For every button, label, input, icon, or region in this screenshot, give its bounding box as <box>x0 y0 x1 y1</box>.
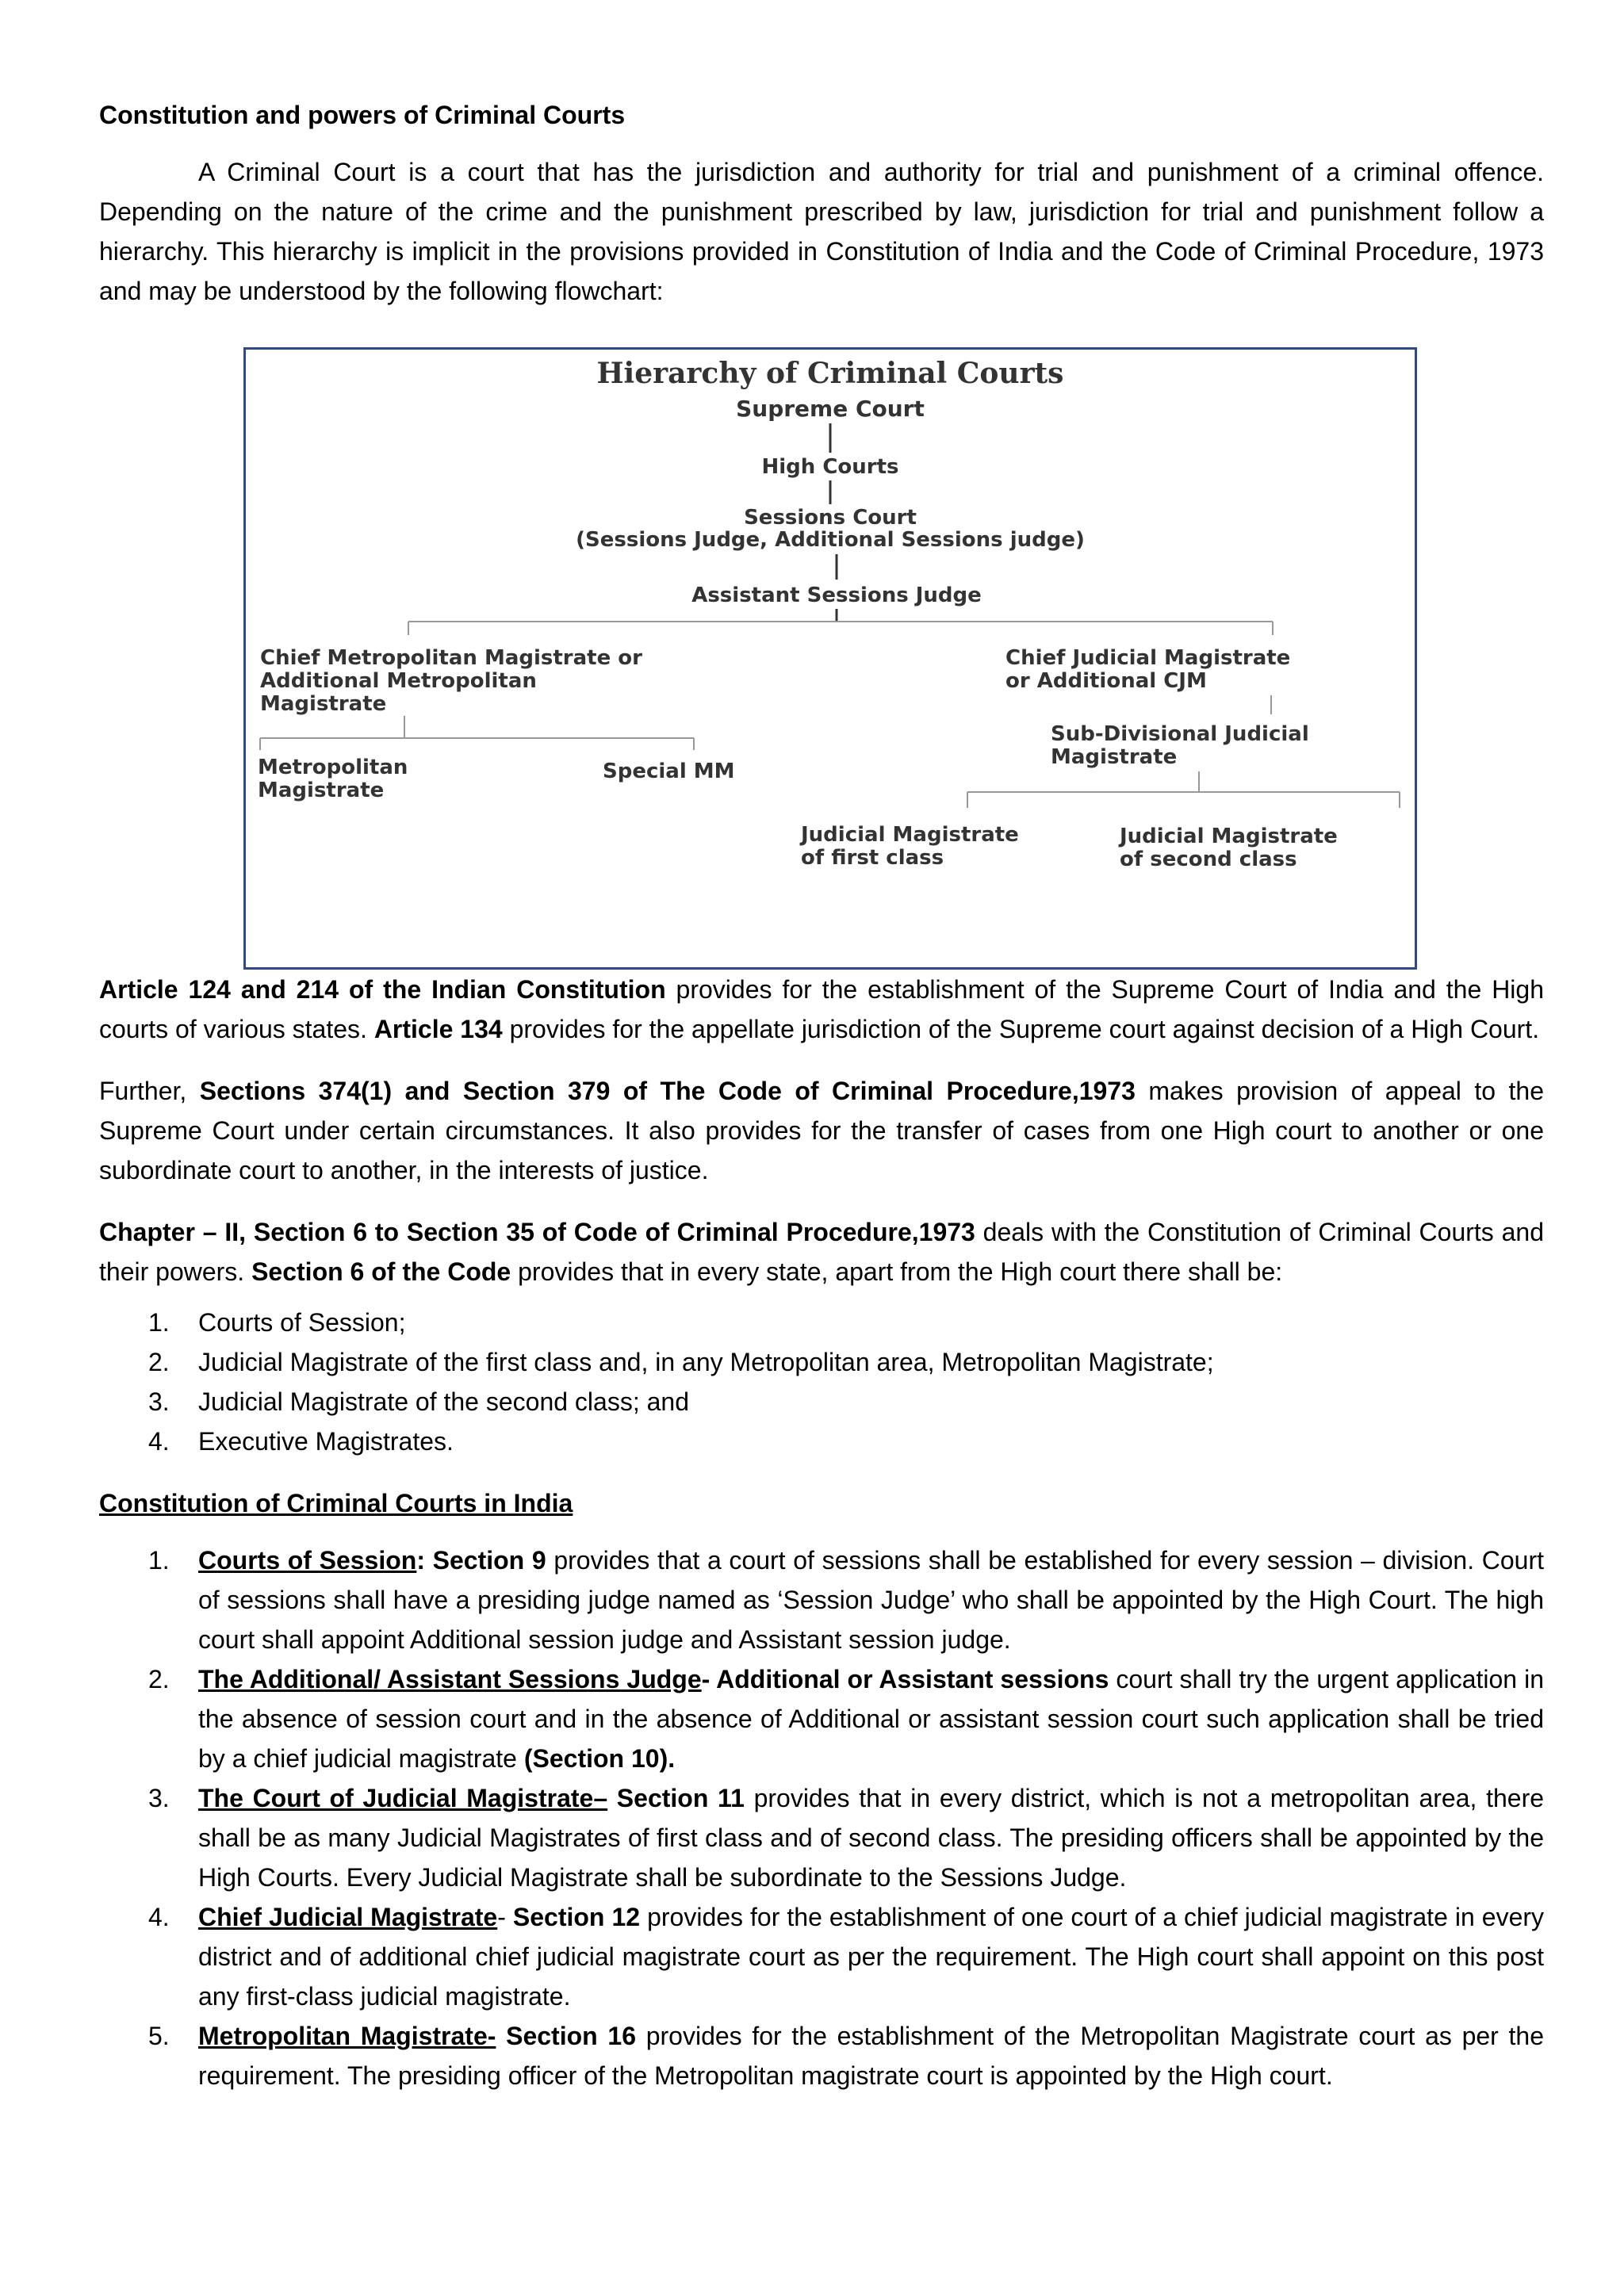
node-sessions-sub: (Sessions Judge, Additional Sessions judge) <box>576 528 1085 552</box>
body-text: Further, <box>99 1077 200 1105</box>
paragraph-sections <box>99 1071 1544 1190</box>
list-text: Judicial Magistrate of the first class and, in any Metropolitan area, Metropolitan Magistrate; <box>198 1348 1214 1376</box>
node-jm1-1: Judicial Magistrate <box>801 823 1019 847</box>
body-text: provides that in every state, apart from the High court there shall be: <box>511 1257 1283 1286</box>
bold-text: Section 11 <box>607 1784 745 1812</box>
list-number: 5. <box>148 2022 170 2050</box>
list-text: provides that a court of sessions shall be established for every session – division. Court of sessions shall have a presiding judge named as ‘Session Judge’ who shall be appointed by the High Court. The high court shall appoint Additional session judge and Assistant session judge. <box>198 1546 1545 1654</box>
node-sdjm-1: Sub-Divisional Judicial <box>1051 722 1309 746</box>
bold-text: Section 16 <box>496 2022 636 2050</box>
node-mm-1: Metropolitan <box>258 756 408 779</box>
node-cmm-2: Additional Metropolitan <box>260 669 537 693</box>
node-sessions-court: Sessions Court <box>744 506 917 530</box>
list-number: 2. <box>148 1348 170 1376</box>
list-text: provides for the establishment of the Metropolitan Magistrate court as per the requirement. The presiding officer of the Metropolitan magistrate court is appointed by the High court. <box>198 2022 1545 2090</box>
node-special-mm: Special MM <box>603 760 735 783</box>
list-item <box>99 1540 1544 1659</box>
list-text: provides for the establishment of one court of a chief judicial magistrate in every district and of additional chief judicial magistrate court as per the requirement. The High court shall appoint on this post any first-class judicial magistrate. <box>198 1903 1545 2011</box>
flowchart-title: Hierarchy of Criminal Courts <box>596 357 1064 390</box>
node-sdjm-2: Magistrate <box>1051 745 1178 769</box>
list-item <box>99 2016 1544 2095</box>
list-item <box>99 1778 1544 1897</box>
bold-text: : Section 9 <box>416 1546 546 1575</box>
list-number: 3. <box>148 1784 170 1812</box>
list-text: Judicial Magistrate of the second class; and <box>198 1387 689 1416</box>
bold-text: Chapter – II, Section 6 to Section 35 of Code of Criminal Procedure,1973 <box>99 1218 975 1246</box>
node-cmm-1: Chief Metropolitan Magistrate or <box>260 646 642 670</box>
node-high-courts: High Courts <box>761 455 899 479</box>
node-asj: Assistant Sessions Judge <box>691 584 982 607</box>
underlined-term: Metropolitan Magistrate- <box>198 2022 496 2050</box>
document-page <box>99 95 1544 2118</box>
body-text: makes provision of appeal to the Supreme Court under certain circumstances. It also provides for the transfer of cases from one High court to another or one subordinate court to another, in the interests of justice. <box>99 1077 1545 1184</box>
list-item <box>99 1303 1544 1342</box>
constitution-list <box>99 1540 1544 2095</box>
list-text: court shall try the urgent application in the absence of session court and in the absence of Additional or assistant session court such application shall be tried by a chief judicial magistrate <box>198 1665 1545 1773</box>
underlined-term: The Court of Judicial Magistrate– <box>198 1784 608 1812</box>
body-text: provides for the appellate jurisdiction of the Supreme court against decision of a High Court. <box>502 1015 1540 1043</box>
node-supreme-court: Supreme Court <box>736 396 925 422</box>
body-text: - <box>497 1903 513 1931</box>
underlined-term: Chief Judicial Magistrate <box>198 1903 498 1931</box>
node-jm2-2: of second class <box>1120 848 1297 871</box>
list-number: 2. <box>148 1665 170 1693</box>
body-text: provides for the establishment of the Supreme Court of India and the High courts of various states. <box>99 975 1545 1043</box>
paragraph-chapter <box>99 1212 1544 1292</box>
bold-text: Section 6 of the Code <box>251 1257 511 1286</box>
doc-title: Constitution and powers of Criminal Courts <box>99 101 626 129</box>
node-cjm-1: Chief Judicial Magistrate <box>1005 646 1291 670</box>
list-number: 3. <box>148 1387 170 1416</box>
list-item <box>99 1659 1544 1778</box>
underlined-term: Courts of Session <box>198 1546 417 1575</box>
node-cjm-2: or Additional CJM <box>1005 669 1207 693</box>
list-number: 4. <box>148 1903 170 1931</box>
bold-text: (Section 10). <box>523 1744 676 1773</box>
paragraph-articles <box>99 970 1544 1049</box>
node-jm1-2: of first class <box>801 846 944 870</box>
underlined-term: The Additional/ Assistant Sessions Judge <box>198 1665 702 1693</box>
list-text: Executive Magistrates. <box>198 1427 454 1456</box>
list-number: 1. <box>148 1546 170 1575</box>
intro-paragraph: A Criminal Court is a court that has the jurisdiction and authority for trial and punishment of a criminal offence. Depending on the nature of the crime and the punishment prescribed by law, jurisdiction for trial and punishment follow a hierarchy. This hierarchy is implicit in the provisions provided in Constitution of India and the Code of Criminal Procedure, 1973 and may be understood by the following flowchart: <box>99 158 1544 305</box>
bold-text: Article 134 <box>373 1015 503 1043</box>
section-heading: Constitution of Criminal Courts in India <box>99 1489 573 1517</box>
body-text: deals with the Constitution of Criminal Courts and their powers. <box>99 1218 1545 1286</box>
flowchart-svg <box>246 350 1415 967</box>
courts-list <box>99 1303 1544 1461</box>
hierarchy-flowchart <box>243 347 1417 970</box>
node-cmm-3: Magistrate <box>260 692 387 716</box>
node-jm2-1: Judicial Magistrate <box>1120 825 1338 848</box>
list-item <box>99 1422 1544 1461</box>
bold-text: Article 124 and 214 of the Indian Constitution <box>99 975 666 1004</box>
list-item <box>99 1382 1544 1422</box>
list-number: 4. <box>148 1427 170 1456</box>
bold-text: - Additional or Assistant sessions <box>701 1665 1109 1693</box>
list-item <box>99 1342 1544 1382</box>
list-number: 1. <box>148 1308 170 1337</box>
node-mm-2: Magistrate <box>258 779 385 802</box>
list-text: provides that in every district, which is not a metropolitan area, there shall be as many Judicial Magistrates of first class and of second class. The presiding officers shall be appointed by the High Courts. Every Judicial Magistrate shall be subordinate to the Sessions Judge. <box>198 1784 1545 1892</box>
bold-text: Sections 374(1) and Section 379 of The Code of Criminal Procedure,1973 <box>199 1077 1136 1105</box>
list-text: Courts of Session; <box>198 1308 406 1337</box>
bold-text: Section 12 <box>512 1903 641 1931</box>
list-item <box>99 1897 1544 2016</box>
